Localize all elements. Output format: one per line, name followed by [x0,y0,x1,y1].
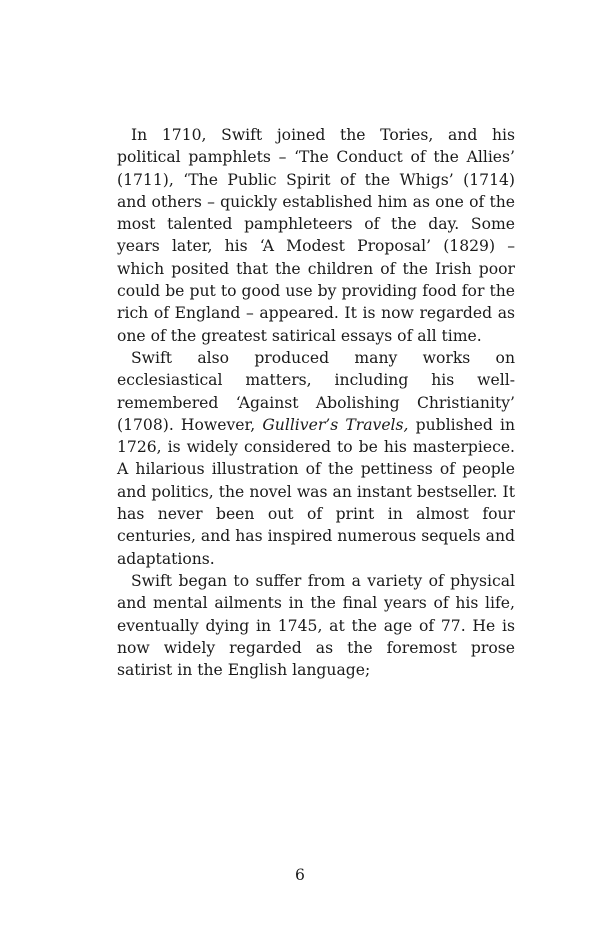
body-text [117,124,515,681]
paragraph-works [117,347,515,570]
paragraph-text: published in 1726, is widely considered to be his masterpiece. A hilarious illustration of the pettiness of people and politics, the novel was an instant bestseller. It has never been out of print in almost four centuries, and has inspired numerous sequels and adaptations. [117,415,515,568]
paragraph-text: In 1710, Swift joined the Tories, and his political pamphlets – ‘The Conduct of the Allies’ (1711), ‘The Public Spirit of the Whigs’ (1714) and others – quickly established him as one of the most talented pamphleteers of the day. Some years later, his ‘A Modest Proposal’ (1829) – which posited that the children of the Irish poor could be put to good use by providing food for the rich of England – appeared. It is now regarded as one of the greatest satirical essays of all time. [117,126,515,345]
paragraph-text: Swift also produced many works on ecclesiastical matters, including his well-remembered ‘Against Abolishing Christianity’ (1708). However, [117,348,515,434]
paragraph-tories [117,124,515,347]
book-title-gullivers-travels: Gulliver’s Travels, [262,415,409,434]
paragraph-final-years [117,570,515,681]
page-number: 6 [295,866,305,884]
paragraph-text: Swift began to suffer from a variety of physical and mental ailments in the final years of his life, eventually dying in 1745, at the age of 77. He is now widely regarded as the foremost prose satirist in the English language; [117,571,515,680]
